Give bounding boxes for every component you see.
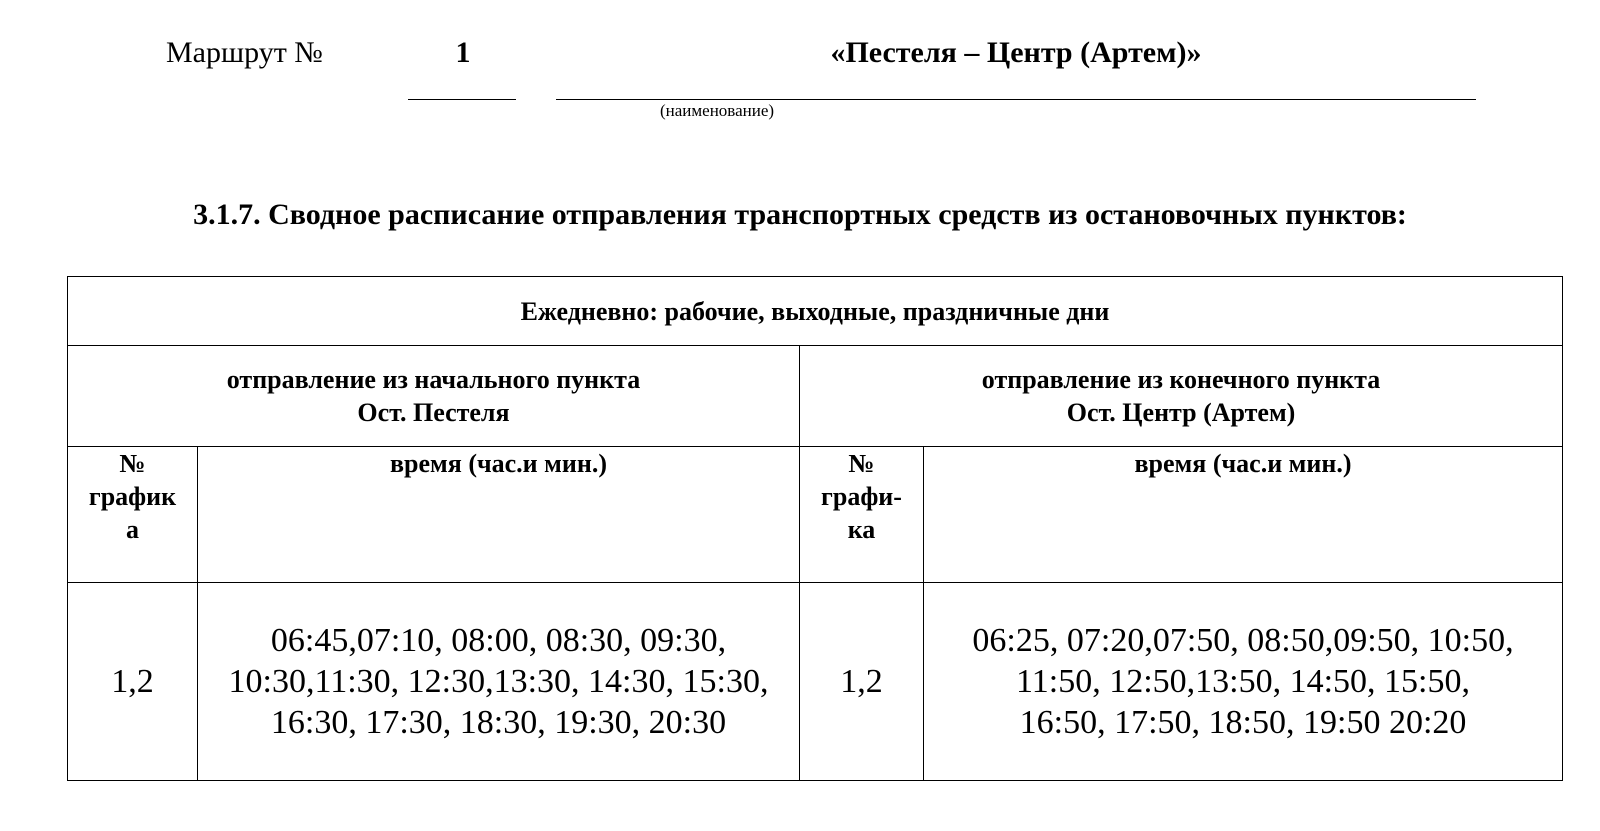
schedule-table — [67, 276, 1563, 781]
days-header-row — [68, 277, 1563, 346]
end-schedule-numbers: 1,2 — [800, 583, 924, 781]
end-point-stop: Ост. Центр (Артем) — [1066, 398, 1296, 427]
route-name-caption: (наименование) — [660, 101, 775, 120]
end-point-header — [800, 346, 1563, 447]
route-name-underline — [556, 99, 1476, 100]
start-point-stop: Ост. Пестеля — [357, 398, 510, 427]
route-number-underline — [408, 99, 516, 100]
route-number: 1 — [455, 36, 471, 69]
end-time-header: время (час.и мин.) — [924, 447, 1563, 583]
schedule-data-row — [68, 583, 1563, 781]
route-name: «Пестеля – Центр (Артем)» — [830, 36, 1202, 69]
start-departure-times: 06:45,07:10, 08:00, 08:30, 09:30, 10:30,11:30, 12:30,13:30, 14:30, 15:30, 16:30, 17:30, 18:30, 19:30, 20:30 — [198, 583, 800, 781]
section-title: 3.1.7. Сводное расписание отправления транспортных средств из остановочных пунктов: — [193, 198, 1407, 231]
start-time-header: время (час.и мин.) — [198, 447, 800, 583]
points-header-row — [68, 346, 1563, 447]
end-departure-times: 06:25, 07:20,07:50, 08:50,09:50, 10:50, 11:50, 12:50,13:50, 14:50, 15:50, 16:50, 17:50, 18:50, 19:50 20:20 — [924, 583, 1563, 781]
column-header-row — [68, 447, 1563, 583]
start-point-header — [68, 346, 800, 447]
start-schedule-numbers: 1,2 — [68, 583, 198, 781]
days-header: Ежедневно: рабочие, выходные, праздничные дни — [68, 277, 1563, 346]
route-label: Маршрут № — [166, 36, 323, 69]
start-point-direction: отправление из начального пункта — [226, 365, 641, 394]
end-point-direction: отправление из конечного пункта — [981, 365, 1381, 394]
end-schedule-number-header: № графи- ка — [800, 447, 924, 583]
start-schedule-number-header: № график а — [68, 447, 198, 583]
